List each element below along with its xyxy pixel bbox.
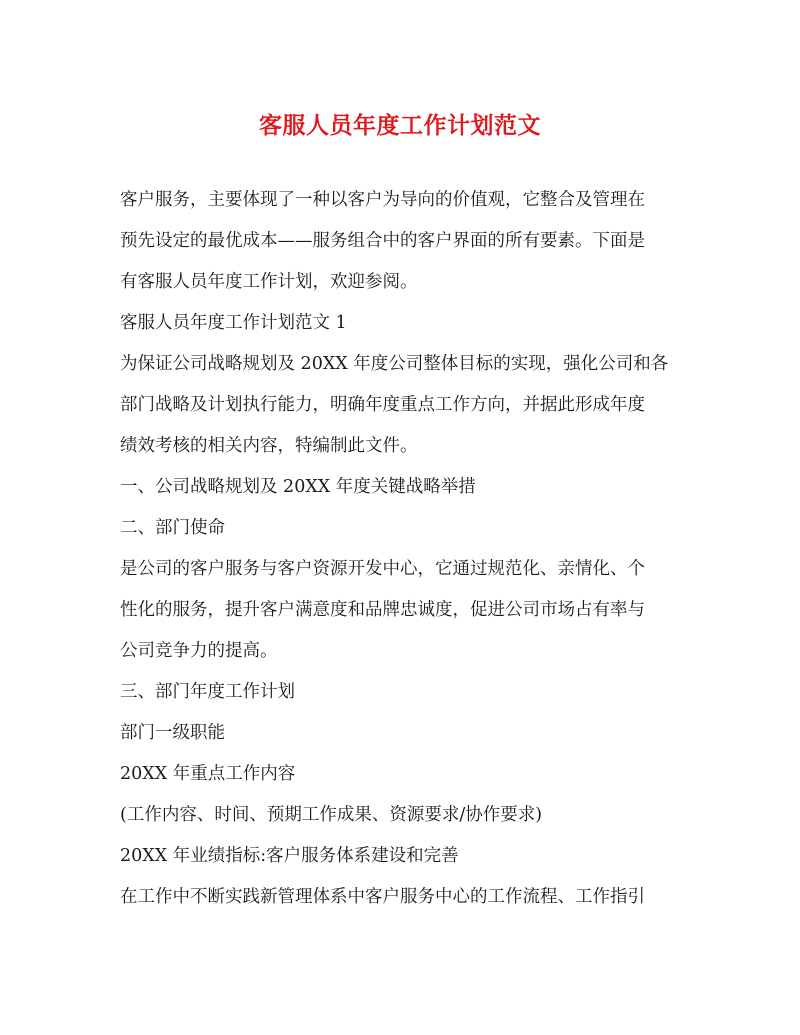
paragraph-line: 20XX 年重点工作内容 — [120, 764, 296, 784]
paragraph-line: 性化的服务，提升客户满意度和品牌忠诚度，促进公司市场占有率与 — [120, 600, 645, 620]
section-heading: 客服人员年度工作计划范文 1 — [120, 313, 347, 333]
paragraph-line: 预先设定的最优成本——服务组合中的客户界面的所有要素。下面是 — [120, 231, 645, 251]
paragraph-line: 是公司的客户服务与客户资源开发中心，它通过规范化、亲情化、个 — [120, 559, 645, 579]
document-body — [120, 180, 690, 918]
paragraph-line: 有客服人员年度工作计划，欢迎参阅。 — [120, 272, 418, 292]
paragraph-line: 部门一级职能 — [120, 723, 225, 743]
paragraph-line: 客户服务，主要体现了一种以客户为导向的价值观，它整合及管理在 — [120, 190, 645, 210]
document-title: 客服人员年度工作计划范文 — [259, 112, 541, 139]
paragraph-line: 为保证公司战略规划及 20XX 年度公司整体目标的实现，强化公司和各 — [120, 354, 669, 374]
paragraph-line: 绩效考核的相关内容，特编制此文件。 — [120, 436, 418, 456]
section-heading: 一、公司战略规划及 20XX 年度关键战略举措 — [120, 477, 476, 497]
paragraph-line: 部门战略及计划执行能力，明确年度重点工作方向，并据此形成年度 — [120, 395, 645, 415]
paragraph-line: 在工作中不断实践新管理体系中客户服务中心的工作流程、工作指引 — [120, 887, 645, 907]
section-heading: 二、部门使命 — [120, 518, 225, 538]
paragraph-line: 20XX 年业绩指标:客户服务体系建设和完善 — [120, 846, 459, 866]
paragraph-line: (工作内容、时间、预期工作成果、资源要求/协作要求) — [120, 805, 543, 825]
section-heading: 三、部门年度工作计划 — [120, 682, 295, 702]
paragraph-line: 公司竞争力的提高。 — [120, 641, 278, 661]
